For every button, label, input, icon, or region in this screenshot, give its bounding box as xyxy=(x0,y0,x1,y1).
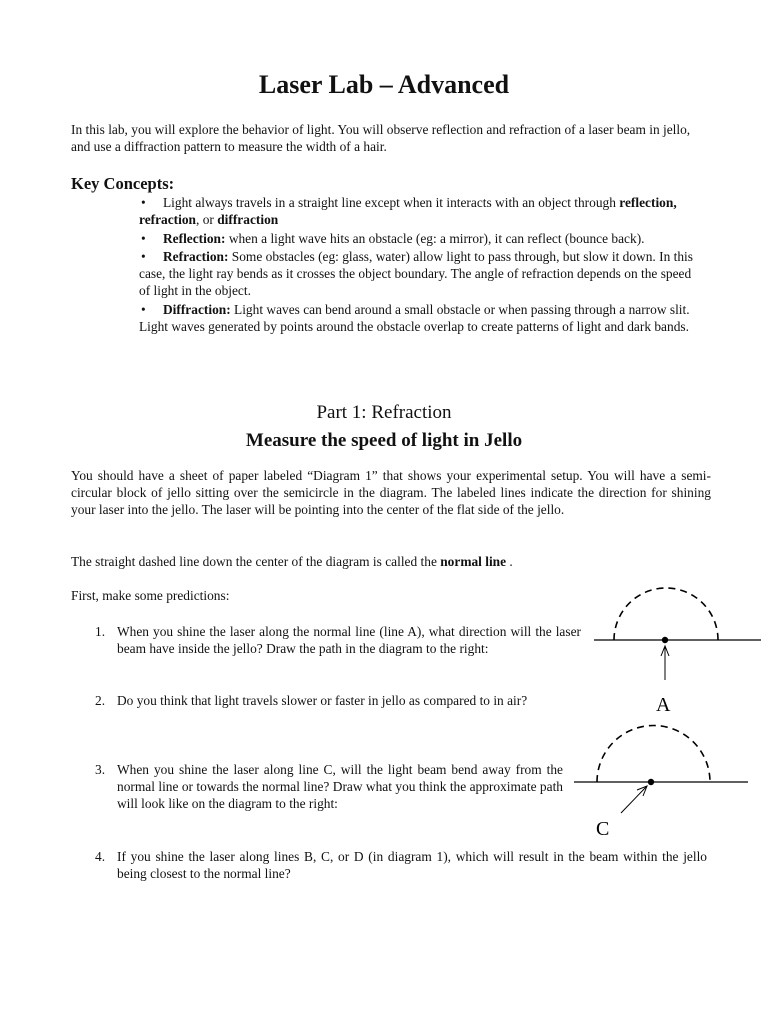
diagram-label-c: C xyxy=(596,818,610,840)
jello-semicircle-outline xyxy=(597,726,710,783)
diffraction-term: Diffraction: xyxy=(163,301,231,317)
question-text: If you shine the laser along lines B, C, or D (in diagram 1), which will result in the beam within the jello being closest to the normal line? xyxy=(117,849,707,881)
bullet-icon: • xyxy=(141,195,146,210)
normal-line-paragraph: The straight dashed line down the center of the diagram is called the normal line . xyxy=(71,554,513,569)
reflection-term: Reflection: xyxy=(163,230,226,246)
document-title: Laser Lab – Advanced xyxy=(258,70,510,99)
jello-semicircle-outline xyxy=(614,588,718,640)
diagram-label-a: A xyxy=(656,694,671,716)
laser-line-c xyxy=(621,786,647,813)
question-text: Do you think that light travels slower or faster in jello as compared to in air? xyxy=(117,693,528,708)
question-2 xyxy=(95,692,585,712)
part1-subtitle: Measure the speed of light in Jello xyxy=(245,430,523,451)
key-concepts-heading: Key Concepts: xyxy=(71,174,175,193)
center-point xyxy=(648,779,654,785)
question-number: 4. xyxy=(95,849,106,864)
question-1 xyxy=(95,623,585,675)
center-point xyxy=(662,637,668,643)
part1-title: Part 1: Refraction xyxy=(316,402,452,423)
refraction-term: Refraction: xyxy=(163,249,229,264)
question-number: 2. xyxy=(95,693,106,708)
bullet-icon: • xyxy=(141,230,146,246)
list-item: • Diffraction: Light waves can bend around a small obstacle or when passing through a narrow slit. Light waves generated by points around the obstacle overlap to create patterns of light and dark bands. xyxy=(139,301,690,334)
diagram-a xyxy=(590,590,765,720)
question-text: When you shine the laser along line C, will the light beam bend away from the normal line or towards the normal line? Draw what you think the approximate path will look like on the diagram to the right: xyxy=(117,762,563,811)
list-item: • Light always travels in a straight line except when it interacts with an object through reflection, refraction, or diffraction xyxy=(139,195,677,227)
question-3 xyxy=(95,761,565,813)
question-4 xyxy=(95,848,705,884)
bullet-icon: • xyxy=(141,249,146,264)
part1-heading xyxy=(0,399,768,455)
key-concepts-list xyxy=(139,194,699,336)
list-item: • Reflection: when a light wave hits an obstacle (eg: a mirror), it can reflect (bounce back). xyxy=(141,230,645,246)
bullet-icon: • xyxy=(141,301,146,317)
question-text: When you shine the laser along the normal line (line A), what direction will the laser beam have inside the jello? Draw the path in the diagram to the right: xyxy=(117,624,581,656)
predictions-intro: First, make some predictions: xyxy=(71,588,230,603)
list-item: • Refraction: Some obstacles (eg: glass, water) allow light to pass through, but slow it down. In this case, the light ray bends as it crosses the object boundary. The angle of refraction depends on the speed of light in the object. xyxy=(139,249,693,298)
question-number: 3. xyxy=(95,762,106,777)
diagram-c xyxy=(570,730,750,845)
setup-paragraph: You should have a sheet of paper labeled “Diagram 1” that shows your experimental setup. You will have a semi-circular block of jello sitting over the semicircle in the diagram. The labeled lines indicate the direction for shining your laser into the jello. The laser will be pointing into the center of the flat side of the jello. xyxy=(71,468,711,517)
question-number: 1. xyxy=(95,624,106,639)
intro-paragraph: In this lab, you will explore the behavior of light. You will observe reflection and refraction of a laser beam in jello, and use a diffraction pattern to measure the width of a hair. xyxy=(71,122,691,154)
normal-line-term: normal line xyxy=(440,554,507,569)
